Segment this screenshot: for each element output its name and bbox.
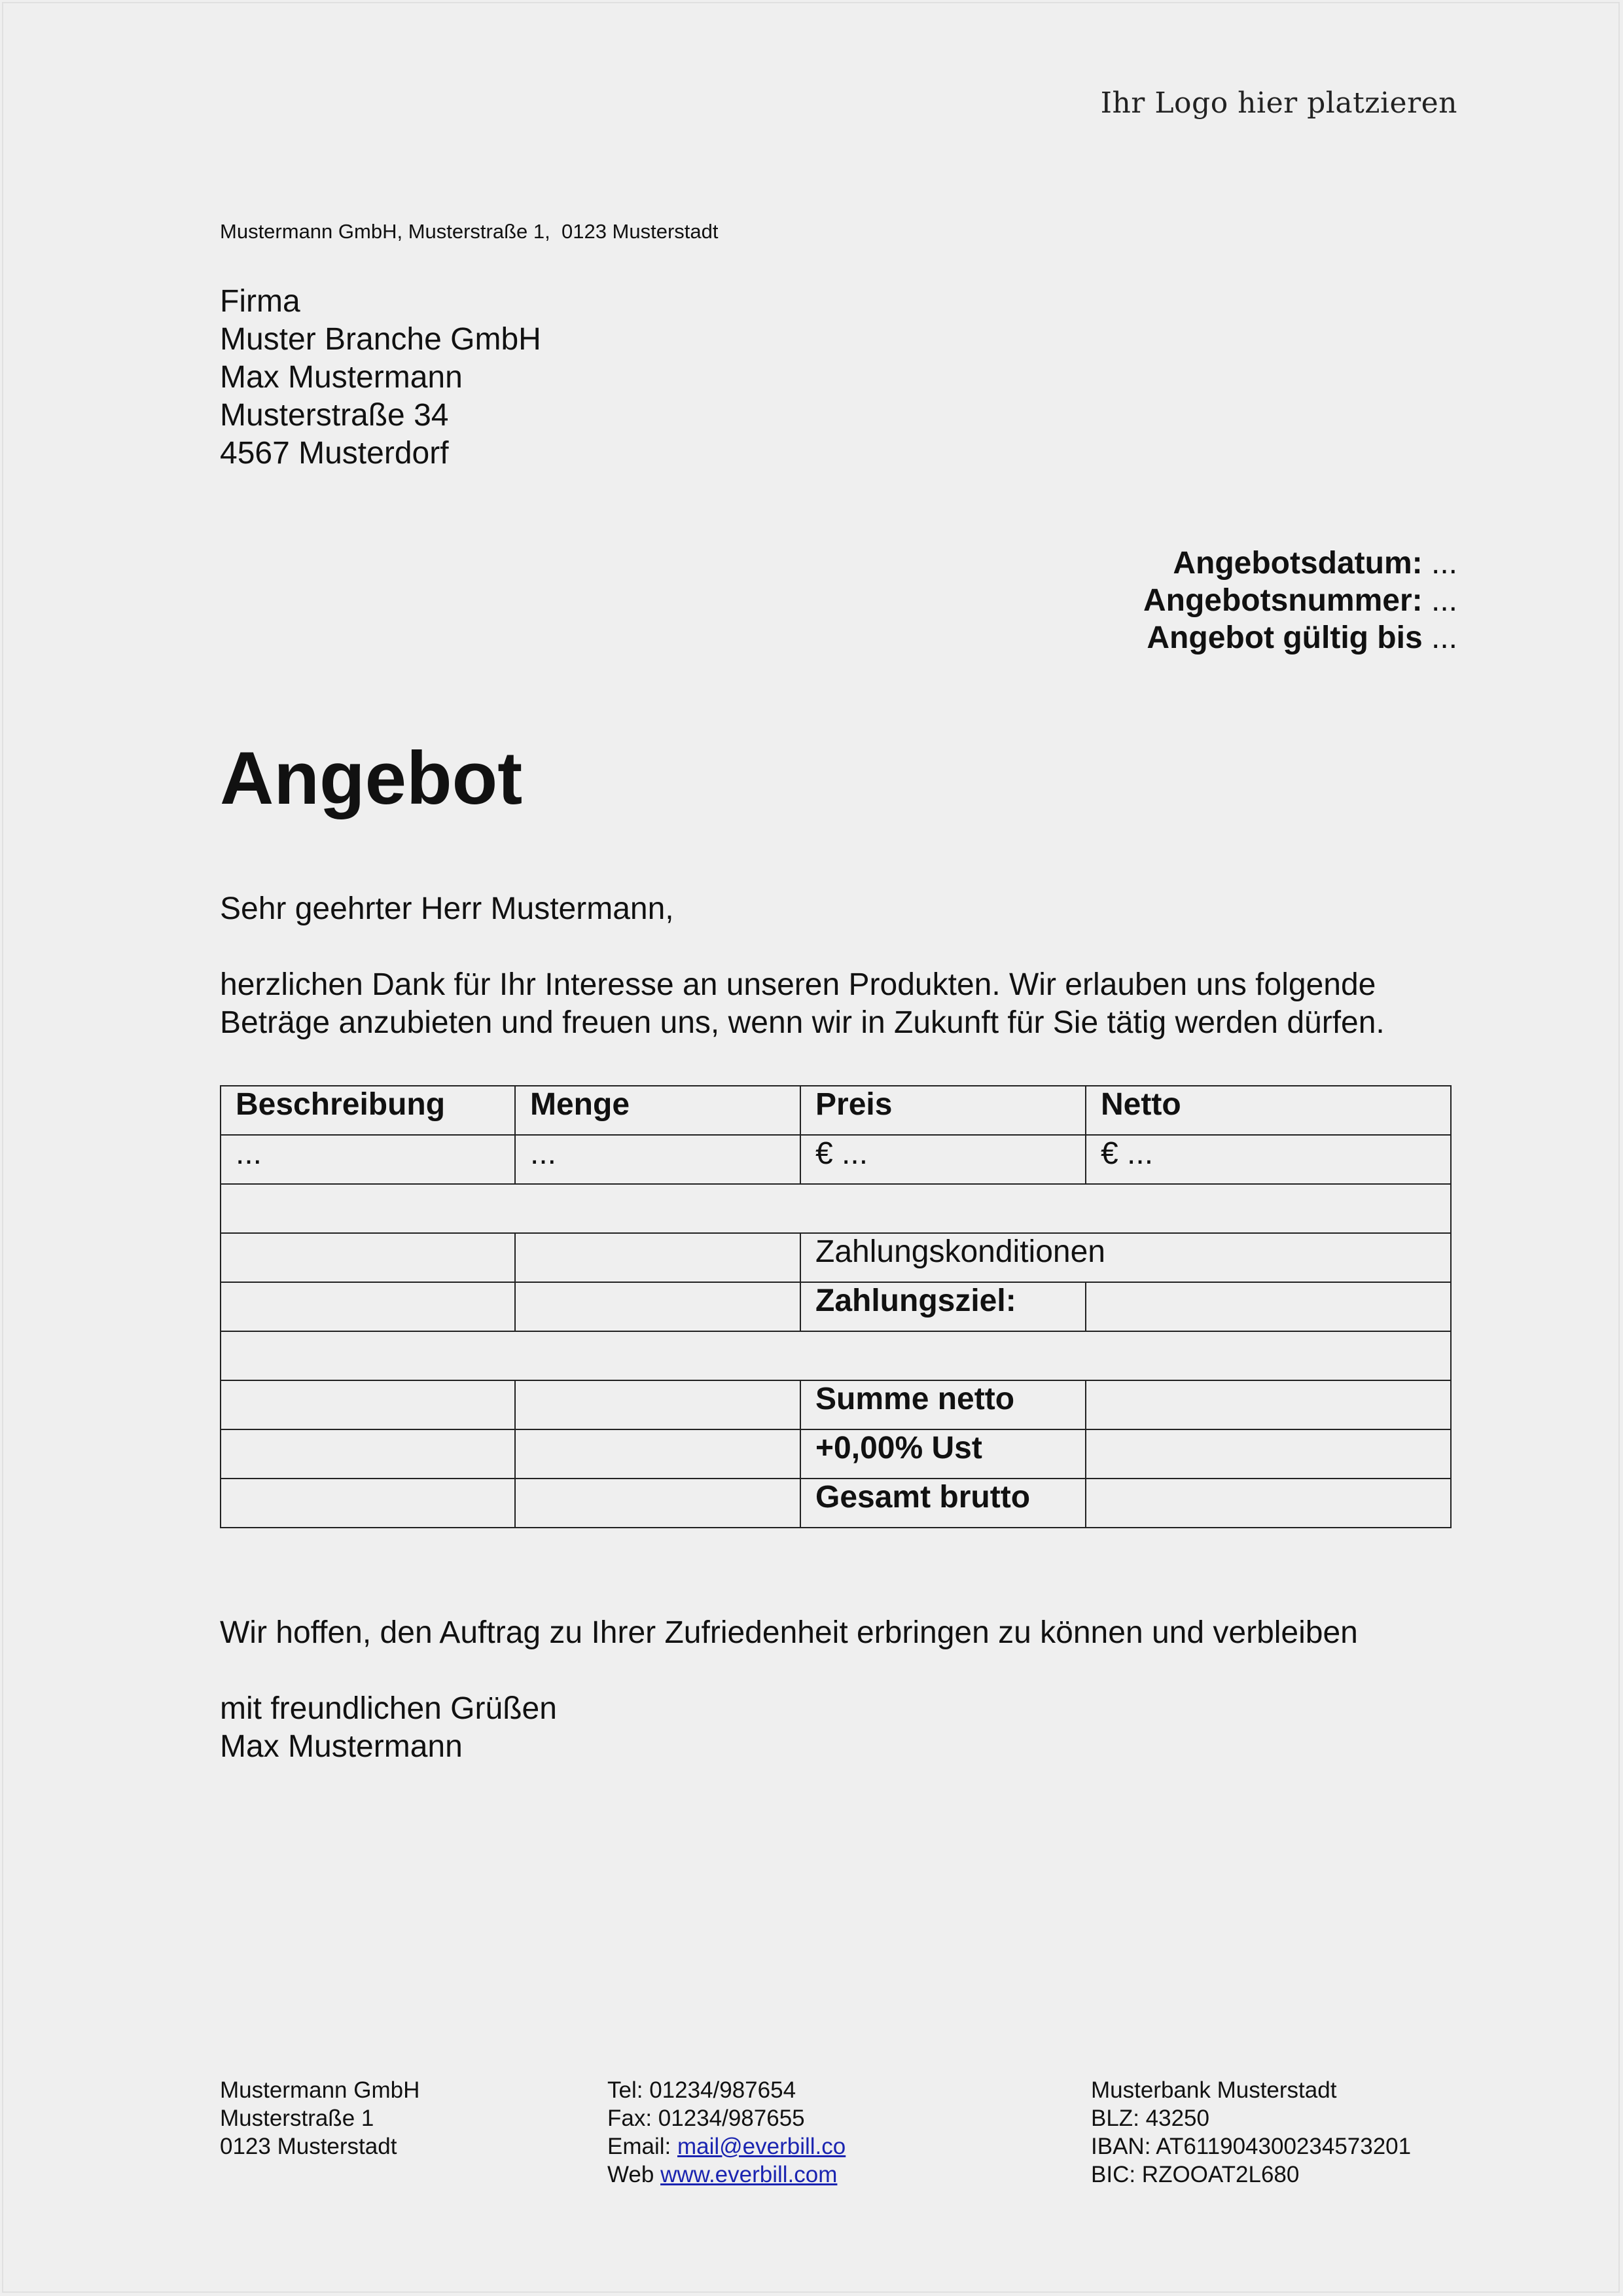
item-quantity: ...: [515, 1135, 800, 1184]
header-quantity: Menge: [515, 1086, 800, 1135]
footer-company-city: 0123 Musterstadt: [220, 2134, 397, 2159]
recipient-line: Firma: [220, 284, 300, 319]
offer-valid-value: ...: [1422, 620, 1457, 655]
footer-email-link[interactable]: mail@everbill.co: [677, 2134, 846, 2159]
gross-total-label: Gesamt brutto: [800, 1479, 1086, 1528]
offer-date-value: ...: [1422, 546, 1457, 581]
table-spacer-row: [221, 1331, 1451, 1380]
sum-net-value: [1086, 1380, 1451, 1429]
empty-cell: [221, 1282, 515, 1331]
table-row: [221, 1479, 1451, 1528]
table-row: [221, 1282, 1451, 1331]
regards-line: mit freundlichen Grüßen: [220, 1691, 557, 1726]
empty-cell: [221, 1429, 515, 1479]
header-price: Preis: [800, 1086, 1086, 1135]
recipient-line: 4567 Musterdorf: [220, 436, 449, 471]
recipient-line: Max Mustermann: [220, 360, 463, 395]
footer-email-row: [607, 2132, 846, 2161]
footer-iban: IBAN: AT611904300234573201: [1091, 2134, 1412, 2159]
vat-label: +0,00% Ust: [800, 1429, 1086, 1479]
footer-company: [220, 2076, 419, 2161]
intro-line: herzlichen Dank für Ihr Interesse an unseren Produkten. Wir erlauben uns folgende: [220, 967, 1376, 1002]
footer-web-row: [607, 2161, 846, 2189]
footer-contact: [607, 2076, 846, 2189]
recipient-line: Muster Branche GmbH: [220, 322, 541, 357]
sender-return-address: Mustermann GmbH, Musterstraße 1, 0123 Musterstadt: [220, 220, 719, 243]
vat-value: [1086, 1429, 1451, 1479]
footer-bic: BIC: RZOOAT2L680: [1091, 2162, 1300, 2187]
payment-target-value: [1086, 1282, 1451, 1331]
payment-target-label: Zahlungsziel:: [800, 1282, 1086, 1331]
empty-cell: [221, 1233, 515, 1282]
gross-total-value: [1086, 1479, 1451, 1528]
footer-fax: Fax: 01234/987655: [607, 2106, 805, 2131]
header-net: Netto: [1086, 1086, 1451, 1135]
intro-text: [220, 966, 1385, 1042]
table-spacer-row: [221, 1184, 1451, 1233]
offer-number-value: ...: [1422, 583, 1457, 618]
closing-text: Wir hoffen, den Auftrag zu Ihrer Zufriedenheit erbringen zu können und verbleiben: [220, 1615, 1358, 1650]
payment-terms-label: Zahlungskonditionen: [800, 1233, 1451, 1282]
recipient-line: Musterstraße 34: [220, 398, 449, 433]
offer-valid-label: Angebot gültig bis: [1147, 620, 1423, 655]
footer-bank: [1091, 2076, 1411, 2189]
footer-bank-name: Musterbank Musterstadt: [1091, 2077, 1337, 2103]
table-row: [221, 1135, 1451, 1184]
recipient-address: [220, 283, 541, 473]
offer-number-label: Angebotsnummer:: [1143, 583, 1423, 618]
item-description: ...: [221, 1135, 515, 1184]
offer-valid-row: [1143, 619, 1457, 656]
sum-net-label: Summe netto: [800, 1380, 1086, 1429]
footer-tel: Tel: 01234/987654: [607, 2077, 796, 2103]
footer-blz: BLZ: 43250: [1091, 2106, 1209, 2131]
item-price: € ...: [800, 1135, 1086, 1184]
empty-cell: [515, 1233, 800, 1282]
offer-number-row: [1143, 582, 1457, 619]
empty-cell: [515, 1479, 800, 1528]
empty-cell: [515, 1380, 800, 1429]
signature-name: Max Mustermann: [220, 1729, 463, 1764]
spacer-cell: [221, 1184, 1451, 1233]
table-row: [221, 1233, 1451, 1282]
table-row: [221, 1380, 1451, 1429]
footer-web-link[interactable]: www.everbill.com: [660, 2162, 838, 2187]
item-net: € ...: [1086, 1135, 1451, 1184]
logo-placeholder: Ihr Logo hier platzieren: [1100, 86, 1457, 120]
offer-date-row: [1143, 545, 1457, 582]
empty-cell: [221, 1479, 515, 1528]
footer-company-name: Mustermann GmbH: [220, 2077, 420, 2103]
offer-table: [220, 1085, 1452, 1528]
salutation: Sehr geehrter Herr Mustermann,: [220, 891, 674, 926]
empty-cell: [515, 1429, 800, 1479]
spacer-cell: [221, 1331, 1451, 1380]
offer-meta: [1143, 545, 1457, 656]
table-row: [221, 1429, 1451, 1479]
footer-company-street: Musterstraße 1: [220, 2106, 374, 2131]
table-header-row: [221, 1086, 1451, 1135]
offer-date-label: Angebotsdatum:: [1173, 546, 1423, 581]
regards: [220, 1690, 557, 1766]
document-title: Angebot: [220, 737, 523, 820]
header-description: Beschreibung: [221, 1086, 515, 1135]
intro-line: Beträge anzubieten und freuen uns, wenn wir in Zukunft für Sie tätig werden dürfen.: [220, 1005, 1385, 1040]
footer-web-label: Web: [607, 2162, 661, 2187]
footer-email-label: Email:: [607, 2134, 677, 2159]
empty-cell: [515, 1282, 800, 1331]
empty-cell: [221, 1380, 515, 1429]
